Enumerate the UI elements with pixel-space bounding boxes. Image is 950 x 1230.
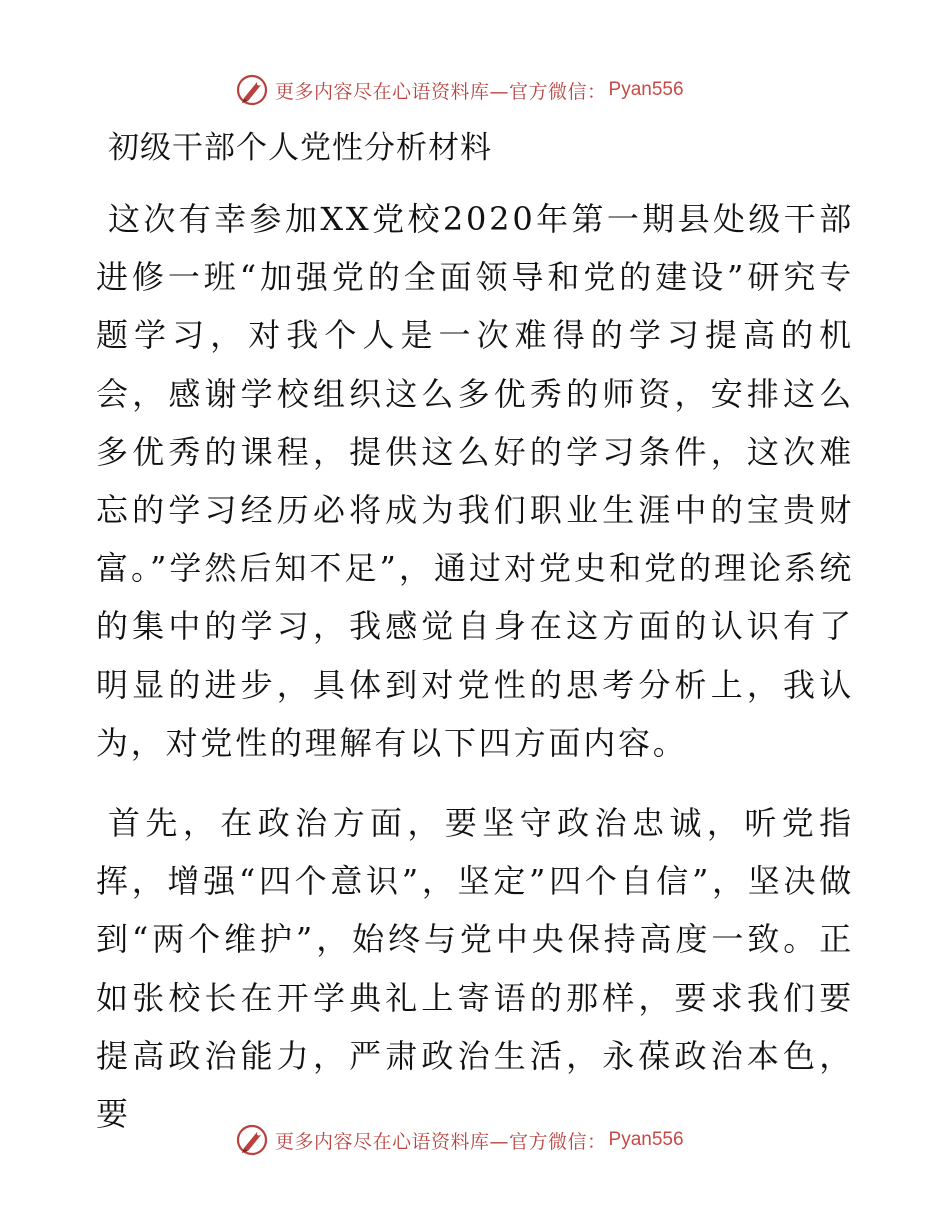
- paragraph-1: 这次有幸参加XX党校2020年第一期县处级干部进修一班“加强党的全面领导和党的建设”研究专题学习，对我个人是一次难得的学习提高的机会，感谢学校组织这么多优秀的师资，安排这么多优秀的课程，提供这么好的学习条件，这次难忘的学习经历必将成为我们职业生涯中的宝贵财富。”学然后知不足”，通过对党史和党的理论系统的集中的学习，我感觉自身在这方面的认识有了明显的进步，具体到对党性的思考分析上，我认为，对党性的理解有以下四方面内容。: [96, 200, 854, 762]
- paragraph-2: 首先，在政治方面，要坚守政治忠诚，听党指挥，增强“四个意识”，坚定”四个自信”，坚决做到“两个维护”，始终与党中央保持高度一致。正如张校长在开学典礼上寄语的那样，要求我们要提高政治能力，严肃政治生活，永葆政治本色，要: [96, 804, 854, 1134]
- header-banner-handle: Pyan556: [608, 79, 684, 100]
- header-banner-text: 更多内容尽在心语资料库—官方微信：: [275, 80, 607, 103]
- document-title: 初级干部个人党性分析材料: [108, 130, 492, 166]
- footer-watermark-banner: [235, 1122, 684, 1158]
- header-watermark-banner: [235, 72, 684, 108]
- footer-banner-handle: Pyan556: [608, 1129, 684, 1150]
- footer-banner-text: 更多内容尽在心语资料库—官方微信：: [275, 1130, 607, 1153]
- pen-logo-icon: [235, 1123, 269, 1157]
- pen-logo-icon: [235, 73, 269, 107]
